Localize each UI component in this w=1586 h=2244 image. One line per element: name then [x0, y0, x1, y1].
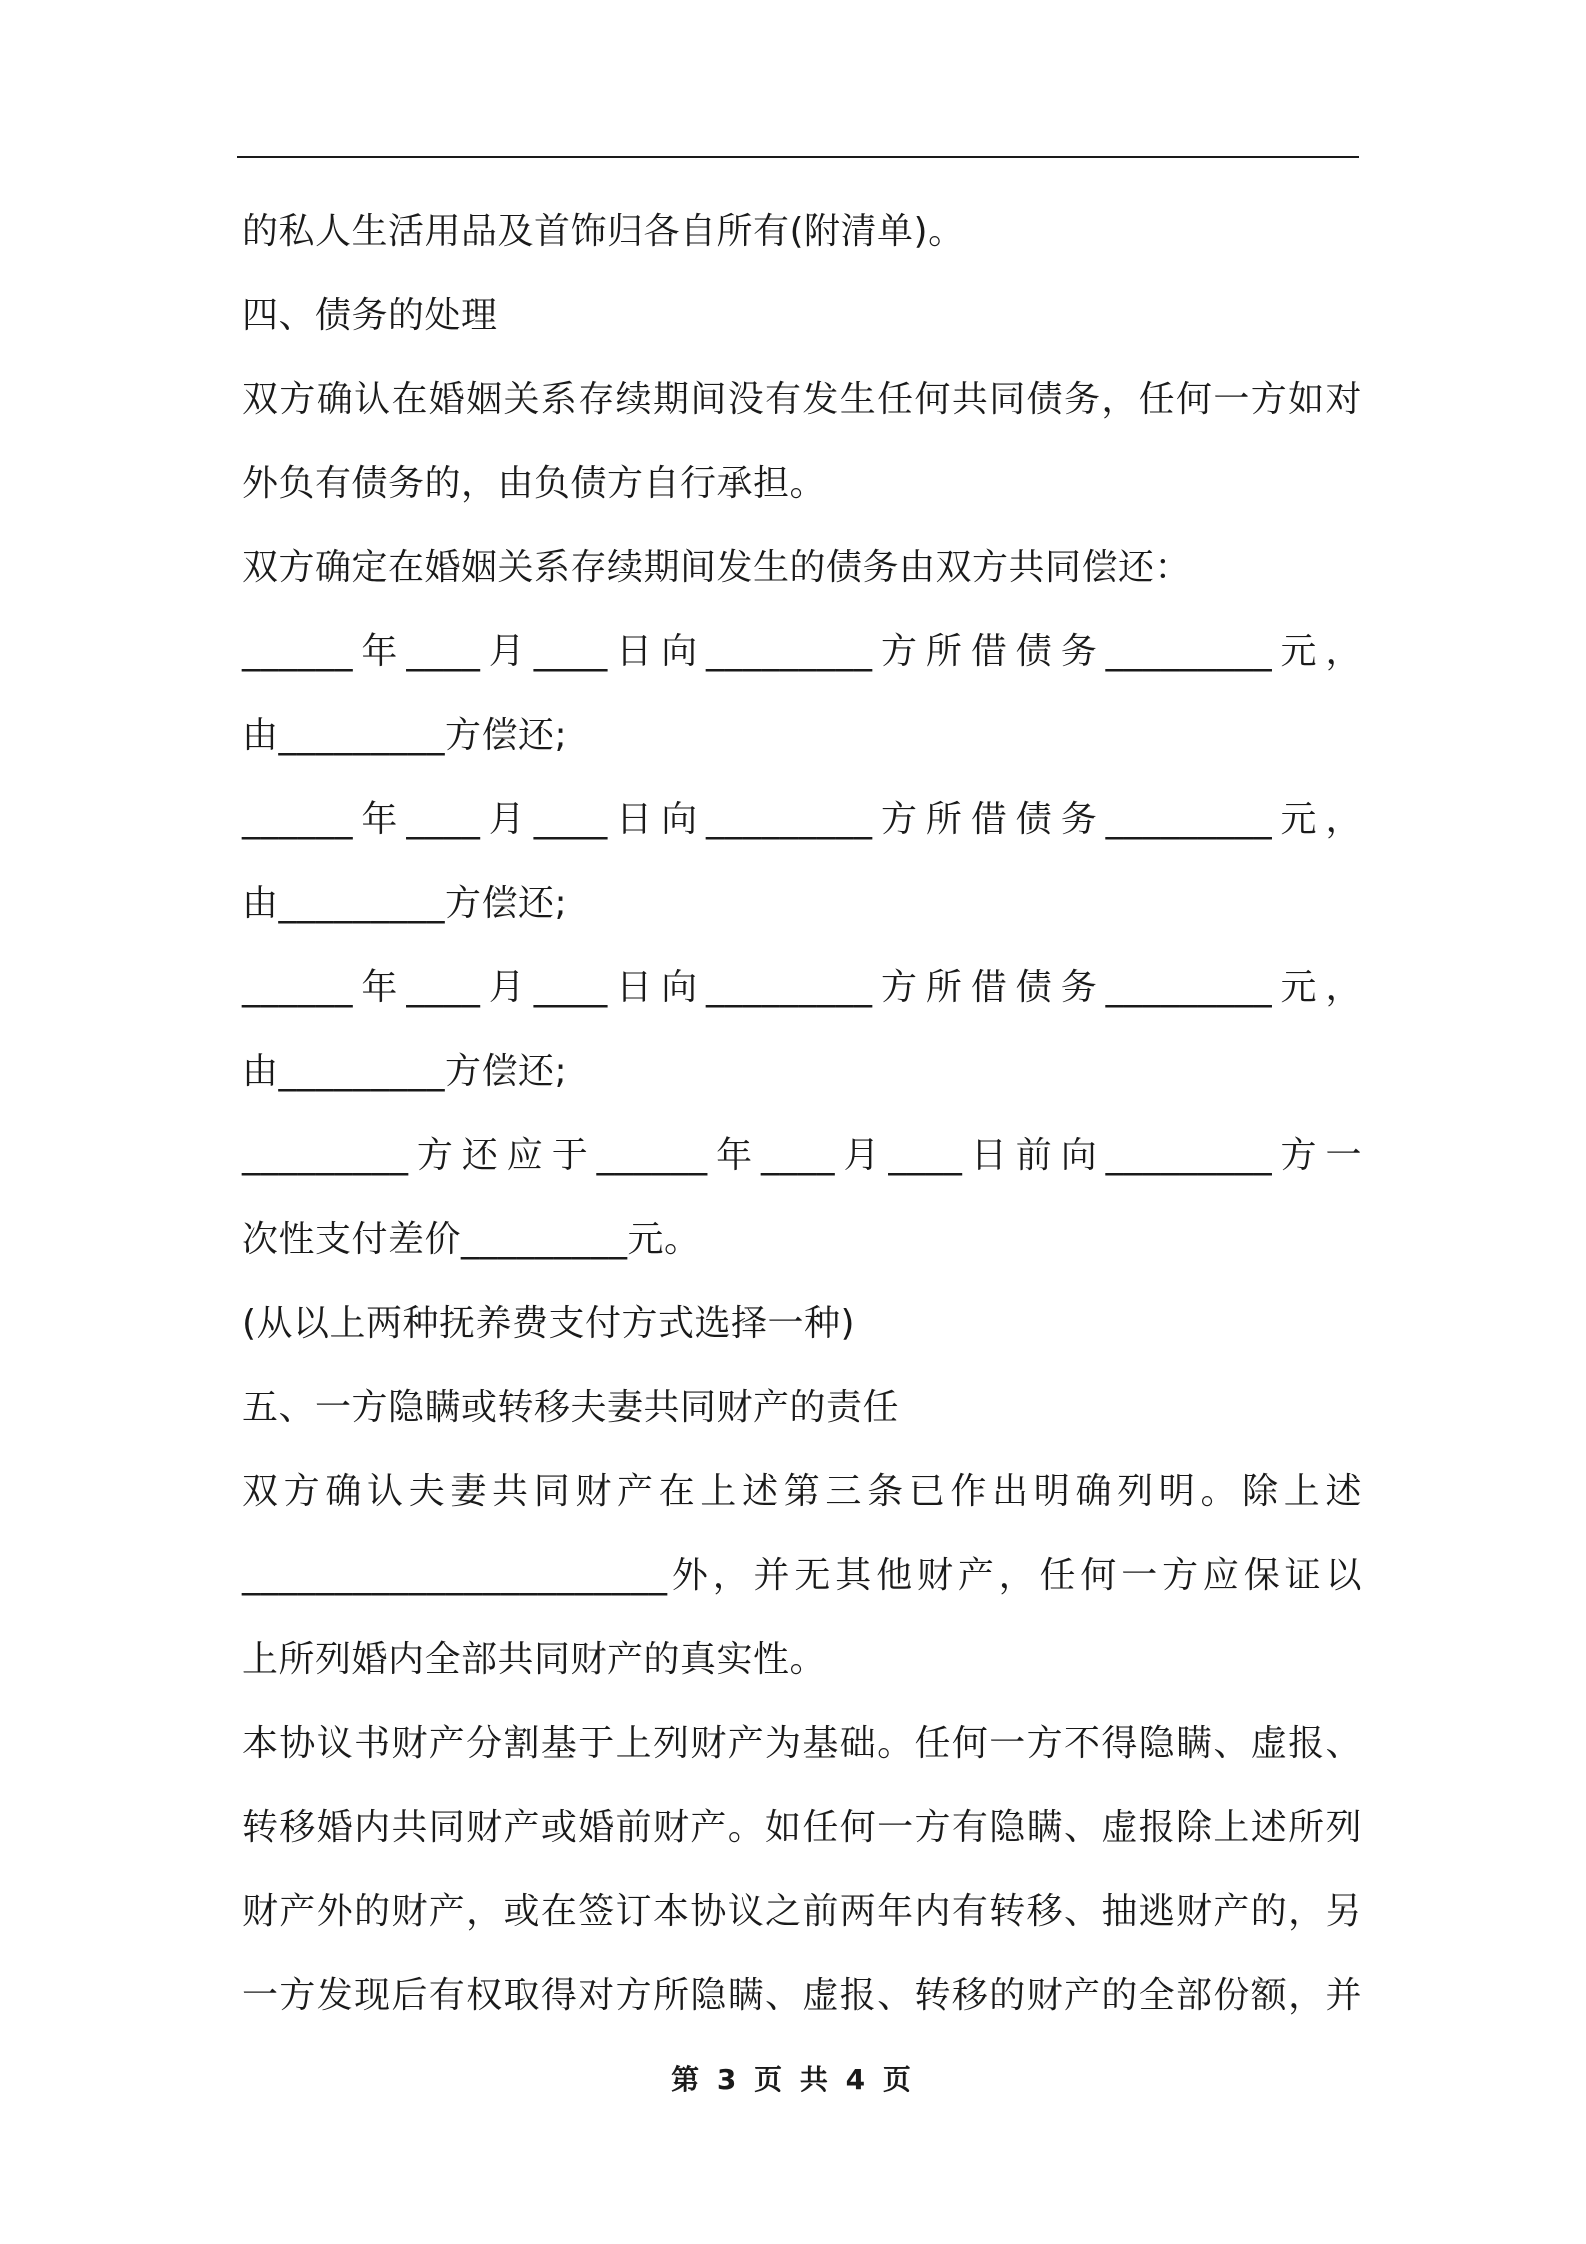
- document-line: 财产外的财产，或在签订本协议之前两年内有转移、抽逃财产的，另: [242, 1891, 1362, 1932]
- document-line: 由_________方偿还;: [242, 1051, 568, 1092]
- document-line: 四、债务的处理: [242, 295, 498, 336]
- document-line: 上所列婚内全部共同财产的真实性。: [242, 1639, 827, 1680]
- document-line: 双方确定在婚姻关系存续期间发生的债务由双方共同偿还：: [242, 547, 1192, 588]
- document-line: _______________________外，并无其他财产，任何一方应保证以: [242, 1555, 1362, 1596]
- document-line: 双方确认夫妻共同财产在上述第三条已作出明确列明。除上述: [242, 1471, 1362, 1512]
- document-line: 的私人生活用品及首饰归各自所有(附清单)。: [242, 211, 965, 252]
- document-line: _________方还应于______年____月____日前向_________方一: [242, 1135, 1362, 1176]
- document-line: 转移婚内共同财产或婚前财产。如任何一方有隐瞒、虚报除上述所列: [242, 1807, 1362, 1848]
- document-line: 五、一方隐瞒或转移夫妻共同财产的责任: [242, 1387, 900, 1428]
- document-line: 双方确认在婚姻关系存续期间没有发生任何共同债务，任何一方如对: [242, 379, 1362, 420]
- document-line: 次性支付差价_________元。: [242, 1219, 701, 1260]
- document-body: [242, 190, 1362, 2038]
- document-line: ______年____月____日向_________方所借债务_________元，: [242, 799, 1362, 840]
- document-line: 由_________方偿还;: [242, 715, 568, 756]
- document-line: 一方发现后有权取得对方所隐瞒、虚报、转移的财产的全部份额，并: [242, 1975, 1362, 2016]
- document-line: (从以上两种抚养费支付方式选择一种): [242, 1303, 856, 1344]
- document-line: 本协议书财产分割基于上列财产为基础。任何一方不得隐瞒、虚报、: [242, 1723, 1362, 1764]
- document-line: ______年____月____日向_________方所借债务_________元，: [242, 631, 1362, 672]
- document-line: 外负有债务的，由负债方自行承担。: [242, 463, 827, 504]
- header-rule: [237, 156, 1359, 158]
- document-line: 由_________方偿还;: [242, 883, 568, 924]
- page-number: 第 3 页 共 4 页: [671, 2063, 915, 2096]
- document-line: ______年____月____日向_________方所借债务_________元，: [242, 967, 1362, 1008]
